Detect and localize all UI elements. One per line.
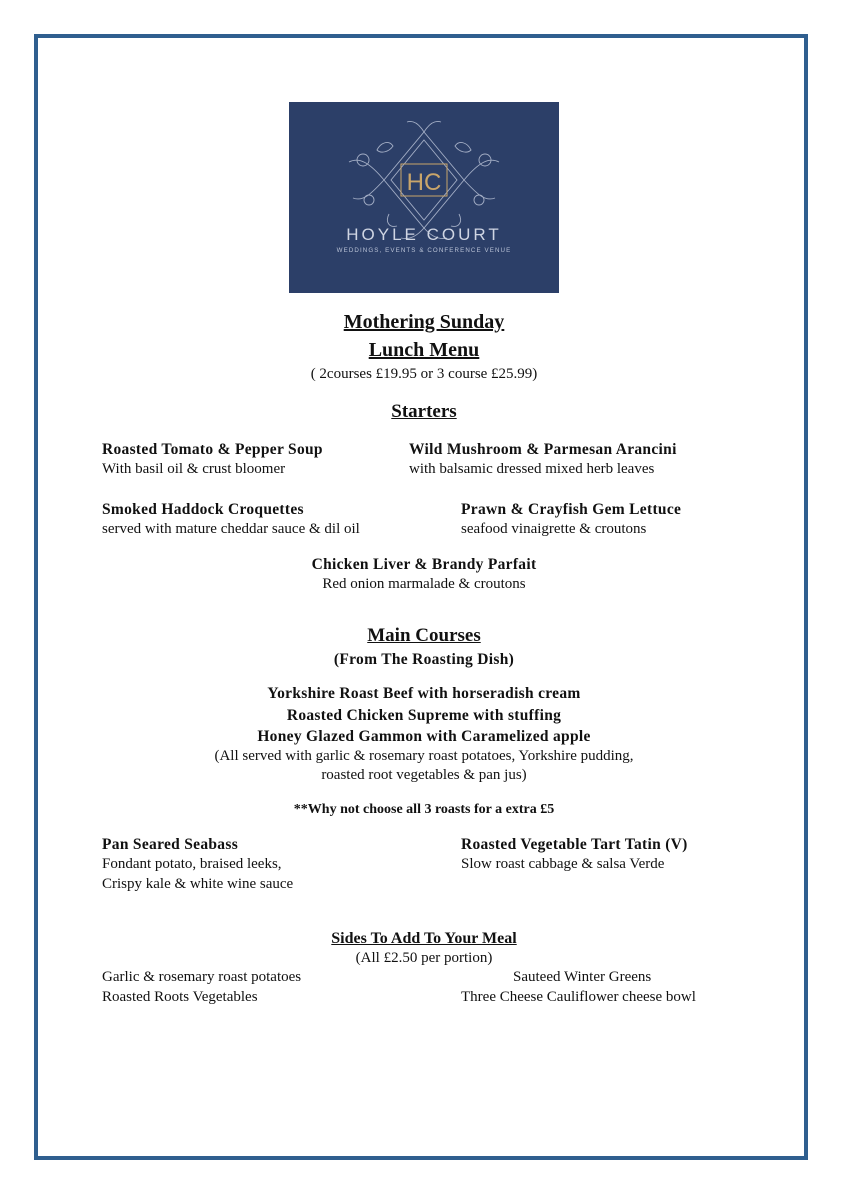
logo-name: HOYLE COURT <box>346 225 502 244</box>
side-item: Garlic & rosemary roast potatoes <box>102 969 302 985</box>
roast-accompaniments: (All served with garlic & rosemary roast potatoes, Yorkshire pudding, <box>214 748 634 764</box>
starter-desc: Red onion marmalade & croutons <box>322 576 526 592</box>
starters-heading: Starters <box>391 401 457 422</box>
floral-emblem-icon <box>289 102 559 293</box>
starter-desc: seafood vinaigrette & croutons <box>461 521 647 537</box>
side-item: Roasted Roots Vegetables <box>102 989 258 1005</box>
sides-heading: Sides To Add To Your Meal <box>331 930 517 947</box>
mains-subheading: (From The Roasting Dish) <box>333 651 515 668</box>
roast-accompaniments: roasted root vegetables & pan jus) <box>321 767 527 783</box>
menu-title-line1: Mothering Sunday <box>343 311 505 333</box>
venue-logo <box>289 102 559 293</box>
starter-name: Prawn & Crayfish Gem Lettuce <box>461 501 682 518</box>
side-item: Three Cheese Cauliflower cheese bowl <box>461 989 696 1005</box>
starter-desc: with balsamic dressed mixed herb leaves <box>409 461 655 477</box>
logo-monogram: HC <box>406 169 442 196</box>
main-desc: Crispy kale & white wine sauce <box>102 876 294 892</box>
roast-item: Roasted Chicken Supreme with stuffing <box>286 707 562 724</box>
starter-name: Roasted Tomato & Pepper Soup <box>102 441 323 458</box>
roast-item: Honey Glazed Gammon with Caramelized apple <box>257 728 591 745</box>
mains-heading: Main Courses <box>367 625 481 646</box>
starter-name: Chicken Liver & Brandy Parfait <box>311 556 537 573</box>
menu-title-line2: Lunch Menu <box>368 339 480 361</box>
starter-desc: served with mature cheddar sauce & dil oil <box>102 521 360 537</box>
main-desc: Fondant potato, braised leeks, <box>102 856 282 872</box>
starter-desc: With basil oil & crust bloomer <box>102 461 286 477</box>
starter-name: Smoked Haddock Croquettes <box>102 501 304 518</box>
starter-name: Wild Mushroom & Parmesan Arancini <box>409 441 677 458</box>
main-name: Pan Seared Seabass <box>102 836 239 853</box>
side-item: Sauteed Winter Greens <box>513 969 652 985</box>
sides-price-note: (All £2.50 per portion) <box>355 950 493 966</box>
roast-item: Yorkshire Roast Beef with horseradish cream <box>267 685 581 702</box>
main-desc: Slow roast cabbage & salsa Verde <box>461 856 665 872</box>
course-pricing: ( 2courses £19.95 or 3 course £25.99) <box>310 366 538 382</box>
main-name: Roasted Vegetable Tart Tatin (V) <box>461 836 688 853</box>
logo-tagline: WEDDINGS, EVENTS & CONFERENCE VENUE <box>336 247 512 254</box>
roast-offer: **Why not choose all 3 roasts for a extra £5 <box>293 802 555 817</box>
